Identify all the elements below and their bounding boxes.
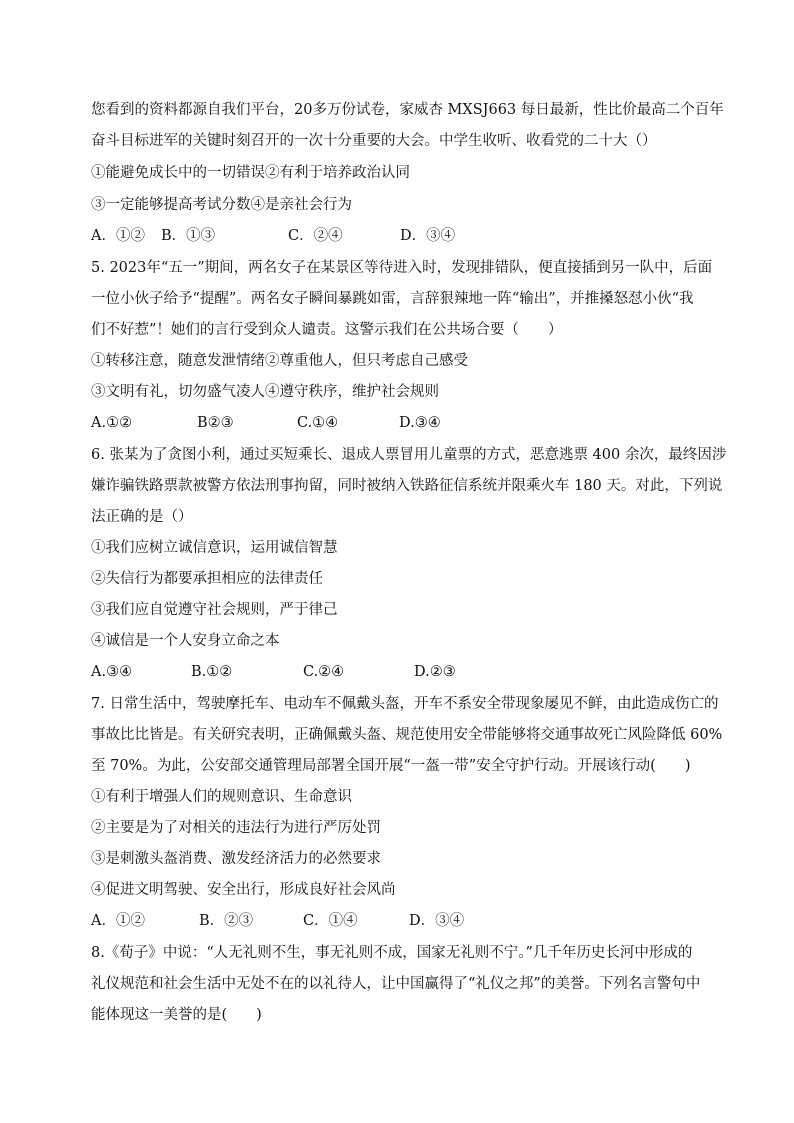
q5-stem-line-1: 5. 2023年“五一”期间，两名女子在某景区等待进入时，发现排错队，便直接插到另一队中，后面 — [91, 260, 713, 276]
q6-stem-line-1: 6. 张某为了贪图小利，通过买短乘长、退成人票冒用儿童票的方式，恶意逃票 400 余次，最终因涉 — [91, 447, 727, 463]
q5-option-b[interactable]: B②③ — [197, 415, 234, 431]
q7-item-4: ④促进文明驾驶、安全出行，形成良好社会风尚 — [91, 882, 396, 898]
q6-item-2: ②失信行为都要承担相应的法律责任 — [91, 571, 323, 587]
q7-item-1: ①有利于增强人们的规则意识、生命意识 — [91, 789, 352, 805]
q5-stem-line-2: 一位小伙子给予“提醒”。两名女子瞬间暴跳如雷，言辞狠辣地一阵“输出”，并推搡怒怼小伙“我 — [91, 291, 694, 307]
q6-stem-line-3: 法正确的是（） — [91, 509, 193, 525]
q6-item-4: ④诚信是一个人安身立命之本 — [91, 633, 280, 649]
q6-item-3: ③我们应自觉遵守社会规则，严于律己 — [91, 602, 338, 618]
q6-option-a[interactable]: A.③④ — [91, 664, 133, 680]
q4-option-c[interactable]: C．②④ — [288, 228, 343, 244]
q5-option-a[interactable]: A.①② — [91, 415, 133, 431]
q6-stem-line-2: 嫌诈骗铁路票款被警方依法刑事拘留，同时被纳入铁路征信系统并限乘火车 180 天。对此，下列说 — [91, 478, 723, 494]
q7-option-d[interactable]: D．③④ — [409, 913, 465, 929]
q7-option-c[interactable]: C．①④ — [303, 913, 358, 929]
q5-option-c[interactable]: C.①④ — [297, 415, 339, 431]
q8-stem-line-1: 8.《荀子》中说：“人无礼则不生，事无礼则不成，国家无礼则不宁。”几千年历史长河中形成的 — [91, 945, 693, 961]
q7-stem-line-1: 7. 日常生活中，驾驶摩托车、电动车不佩戴头盔，开车不系安全带现象屡见不鲜，由此造成伤亡的 — [91, 696, 719, 712]
q8-stem-line-2: 礼仪规范和社会生活中无处不在的以礼待人，让中国赢得了“礼仪之邦”的美誉。下列名言警句中 — [91, 976, 701, 992]
q4-item-line-2: ③一定能够提高考试分数④是亲社会行为 — [91, 197, 352, 213]
q6-option-d[interactable]: D.②③ — [414, 664, 456, 680]
q7-item-2: ②主要是为了对相关的违法行为进行严厉处罚 — [91, 820, 381, 836]
q4-item-line-1: ①能避免成长中的一切错误②有利于培养政治认同 — [91, 165, 410, 181]
q6-option-b[interactable]: B.①② — [191, 664, 233, 680]
q5-item-line-1: ①转移注意，随意发泄情绪②尊重他人，但只考虑自己感受 — [91, 353, 468, 369]
q7-option-a[interactable]: A．①② — [91, 913, 145, 929]
q5-item-line-2: ③文明有礼，切勿盛气凌人④遵守秩序，维护社会规则 — [91, 384, 439, 400]
q7-stem-line-3: 至 70%。为此，公安部交通管理局部署全国开展“一盔一带”安全守护行动。开展该行动( ) — [91, 758, 691, 774]
q7-item-3: ③是刺激头盔消费、激发经济活力的必然要求 — [91, 851, 381, 867]
q4-option-d[interactable]: D．③④ — [400, 228, 456, 244]
q4-option-a[interactable]: A．①② — [91, 228, 145, 244]
q6-option-c[interactable]: C.②④ — [303, 664, 345, 680]
q6-item-1: ①我们应树立诚信意识，运用诚信智慧 — [91, 540, 338, 556]
q7-option-b[interactable]: B．②③ — [199, 913, 254, 929]
q5-stem-line-3: 们不好惹”！她们的言行受到众人谴责。这警示我们在公共场合要（ ） — [91, 322, 563, 338]
q4-option-b[interactable]: B．①③ — [161, 228, 216, 244]
q7-stem-line-2: 事故比比皆是。有关研究表明，正确佩戴头盔、规范使用安全带能够将交通事故死亡风险降低 60% — [91, 727, 723, 743]
q8-stem-line-3: 能体现这一美誉的是( ) — [91, 1007, 262, 1023]
q4-stem-line-1: 您看到的资料都源自我们平台，20多万份试卷，家威杏 MXSJ663 每日最新，性比价最高二个百年 — [91, 102, 724, 118]
q4-stem-line-2: 奋斗目标进军的关键时刻召开的一次十分重要的大会。中学生收听、收看党的二十大（） — [91, 133, 657, 149]
q5-option-d[interactable]: D.③④ — [399, 415, 441, 431]
